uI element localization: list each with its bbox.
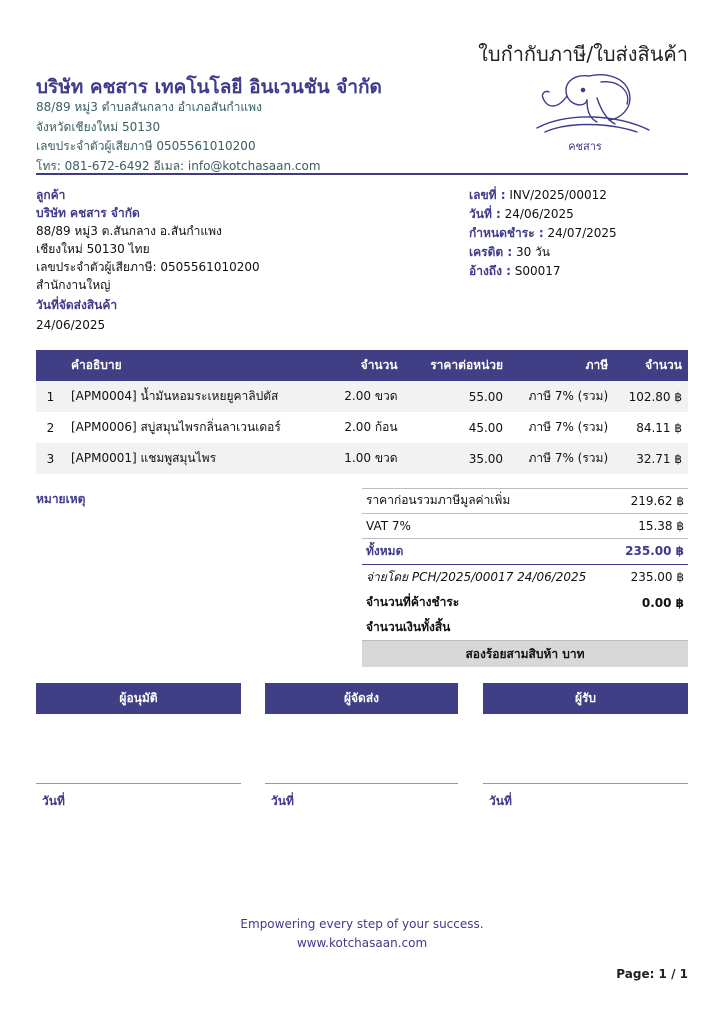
total-label: ทั้งหมด: [366, 543, 404, 558]
invoice-date-label: วันที่ :: [469, 207, 501, 221]
payment-label: จ่ายโดย PCH/2025/00017 24/06/2025: [366, 569, 587, 584]
company-address-line1: 88/89 หมู่3 ตำบลสันกลาง อำเภอสันกำแพง: [36, 100, 262, 114]
amount-words-label: จำนวนเงินทั้งสิ้น: [366, 620, 451, 635]
reference-row: [469, 262, 617, 281]
row-amount: 32.71 ฿: [614, 443, 688, 474]
customer-name: บริษัท คชสาร จำกัด: [36, 206, 140, 220]
payment-value: 235.00 ฿: [630, 570, 684, 585]
approver-date-label: วันที่: [42, 794, 65, 808]
row-quantity: 2.00 ก้อน: [327, 412, 404, 443]
line-items-table: [36, 350, 688, 474]
reference-label: อ้างถึง :: [469, 264, 511, 278]
amount-due-label: จำนวนที่ค้างชำระ: [366, 595, 460, 610]
row-tax: ภาษี 7% (รวม): [509, 412, 614, 443]
table-header-row: [36, 350, 688, 381]
row-description: [APM0004] น้ำมันหอมระเหยยูคาลิปตัส: [65, 381, 327, 412]
approver-signature-line: [36, 783, 241, 784]
logo-text: คชสาร: [568, 140, 602, 153]
invoice-number-row: [469, 186, 617, 205]
header-description: คำอธิบาย: [65, 350, 327, 381]
delivery-date: 24/06/2025: [36, 318, 106, 332]
row-unit-price: 35.00: [404, 443, 509, 474]
payment-row: [362, 565, 688, 591]
vat-value: 15.38 ฿: [638, 518, 684, 533]
row-amount: 102.80 ฿: [614, 381, 688, 412]
reference: S00017: [514, 264, 561, 278]
due-date: 24/07/2025: [547, 226, 617, 240]
document-title: ใบกำกับภาษี/ใบส่งสินค้า: [478, 42, 688, 66]
row-quantity: 1.00 ขวด: [327, 443, 404, 474]
row-index: 3: [36, 443, 65, 474]
customer-branch: สำนักงานใหญ่: [36, 278, 111, 292]
header-divider: [36, 173, 688, 175]
company-address-line2: จังหวัดเชียงใหม่ 50130: [36, 119, 161, 134]
signature-receiver: [483, 683, 688, 811]
customer-tax-id: เลขประจำตัวผู้เสียภาษี: 0505561010200: [36, 260, 260, 274]
totals-block: [362, 488, 688, 667]
customer-label: ลูกค้า: [36, 188, 66, 202]
approver-title: ผู้อนุมัติ: [36, 683, 241, 714]
row-index: 2: [36, 412, 65, 443]
customer-address-line2: เชียงใหม่ 50130 ไทย: [36, 242, 150, 256]
vat-label: VAT 7%: [366, 518, 411, 533]
row-tax: ภาษี 7% (รวม): [509, 381, 614, 412]
receiver-title: ผู้รับ: [483, 683, 688, 714]
table-row: [36, 443, 688, 474]
invoice-number-label: เลขที่ :: [469, 188, 506, 202]
shipper-signature-line: [265, 783, 458, 784]
header-quantity: จำนวน: [327, 350, 404, 381]
invoice-meta: [469, 186, 617, 281]
table-row: [36, 412, 688, 443]
row-amount: 84.11 ฿: [614, 412, 688, 443]
row-description: [APM0001] แชมพูสมุนไพร: [65, 443, 327, 474]
amount-due-value: 0.00 ฿: [641, 595, 684, 610]
amount-words-label-row: [362, 616, 688, 642]
company-contact: โทร: 081-672-6492 อีเมล: info@kotchasaan.com: [36, 158, 321, 173]
receiver-date-label: วันที่: [489, 794, 512, 808]
signature-shipper: [265, 683, 458, 811]
footer-tagline: Empowering every step of your success.: [240, 917, 484, 931]
invoice-date-row: [469, 205, 617, 224]
credit-terms: 30 วัน: [515, 245, 550, 259]
receiver-signature-line: [483, 783, 688, 784]
credit-label: เครดิต :: [469, 245, 513, 259]
due-date-label: กำหนดชำระ :: [469, 226, 544, 240]
row-unit-price: 55.00: [404, 381, 509, 412]
vat-row: [362, 514, 688, 540]
header-tax: ภาษี: [509, 350, 614, 381]
notes-label: หมายเหตุ: [36, 492, 86, 506]
header-unit-price: ราคาต่อหน่วย: [404, 350, 509, 381]
subtotal-label: ราคาก่อนรวมภาษีมูลค่าเพิ่ม: [366, 493, 511, 508]
row-description: [APM0006] สบู่สมุนไพรกลิ่นลาเวนเดอร์: [65, 412, 327, 443]
subtotal-value: 219.62 ฿: [630, 493, 684, 508]
company-logo: [527, 70, 653, 158]
amount-due-row: [362, 590, 688, 616]
table-row: [36, 381, 688, 412]
footer-website[interactable]: www.kotchasaan.com: [296, 936, 428, 950]
elephant-logo-icon: [527, 70, 653, 158]
shipper-title: ผู้จัดส่ง: [265, 683, 458, 714]
invoice-date: 24/06/2025: [504, 207, 574, 221]
row-quantity: 2.00 ขวด: [327, 381, 404, 412]
company-details: [36, 98, 321, 176]
customer-address-line1: 88/89 หมู่3 ต.สันกลาง อ.สันกำแพง: [36, 224, 222, 238]
header-amount: จำนวน: [614, 350, 688, 381]
signature-approver: [36, 683, 241, 811]
credit-row: [469, 243, 617, 262]
delivery-date-label: วันที่จัดส่งสินค้า: [36, 298, 118, 312]
row-index: 1: [36, 381, 65, 412]
header-index: [36, 350, 65, 381]
shipper-date-label: วันที่: [271, 794, 294, 808]
amount-in-words: สองร้อยสามสิบห้า บาท: [362, 641, 688, 667]
customer-block: [36, 186, 260, 334]
total-row: [362, 539, 688, 565]
row-unit-price: 45.00: [404, 412, 509, 443]
company-name: บริษัท คชสาร เทคโนโลยี อินเวนชัน จำกัด: [36, 76, 382, 98]
total-value: 235.00 ฿: [625, 544, 684, 559]
row-tax: ภาษี 7% (รวม): [509, 443, 614, 474]
invoice-number: INV/2025/00012: [509, 188, 607, 202]
page-number: Page: 1 / 1: [616, 967, 688, 981]
subtotal-row: [362, 488, 688, 514]
company-tax-id: เลขประจำตัวผู้เสียภาษี 0505561010200: [36, 139, 256, 153]
due-date-row: [469, 224, 617, 243]
